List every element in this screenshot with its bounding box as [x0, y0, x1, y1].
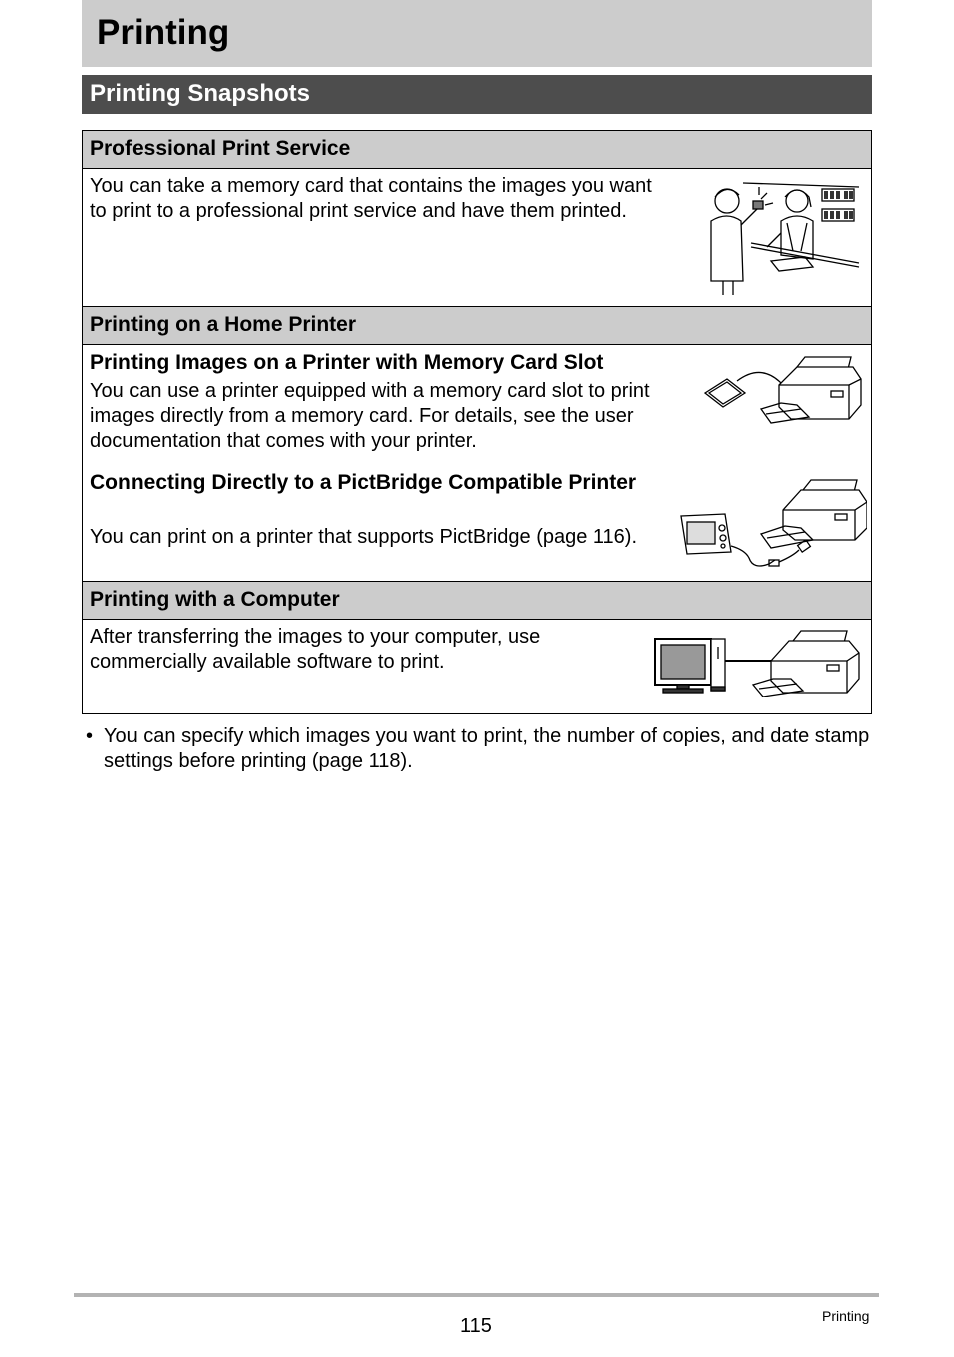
card-slot-text: You can use a printer equipped with a memory card slot to print images directly from a memory card. For details, see the user documentation that comes with your printer.	[90, 380, 650, 452]
computer-text: After transferring the images to your computer, use commercially available software to print.	[90, 626, 541, 673]
computer-printer-illustration	[653, 629, 865, 697]
printing-methods-table	[82, 130, 872, 714]
pictbridge-title: Connecting Directly to a PictBridge Compatible Printer	[90, 471, 637, 494]
camera-printer-illustration	[679, 476, 867, 576]
home-printer-heading: Printing on a Home Printer	[90, 313, 357, 336]
pictbridge-text: You can print on a printer that supports PictBridge (page 116).	[90, 526, 638, 548]
printer-memory-card-illustration	[701, 353, 866, 428]
note-text: You can specify which images you want to print, the number of copies, and date stamp settings before printing (page 118).	[104, 725, 870, 772]
pro-print-heading: Professional Print Service	[90, 137, 351, 160]
home-printer-heading-row	[83, 306, 871, 345]
page-title: Printing	[97, 13, 230, 52]
section-title: Printing Snapshots	[90, 80, 311, 107]
note-bullet: •	[86, 725, 94, 747]
pro-print-heading-row	[83, 131, 871, 169]
section-header	[82, 75, 872, 114]
footer-divider	[74, 1293, 879, 1297]
computer-heading-row	[83, 581, 871, 620]
computer-heading: Printing with a Computer	[90, 588, 340, 611]
print-shop-illustration	[701, 181, 861, 296]
card-slot-title: Printing Images on a Printer with Memory Card Slot	[90, 351, 604, 374]
pro-print-text: You can take a memory card that contains the images you want to print to a professional print service and have them printed.	[90, 175, 652, 222]
page-number: 115	[460, 1315, 492, 1337]
chapter-header	[82, 0, 872, 67]
footer-chapter-label: Printing	[822, 1308, 870, 1324]
